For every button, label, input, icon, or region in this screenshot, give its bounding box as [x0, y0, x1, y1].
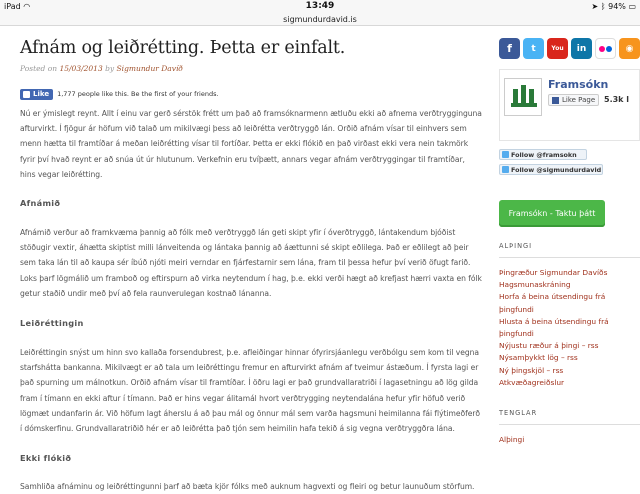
alpingi-link[interactable]: Þingræður Sigmundar Davíðs [499, 268, 608, 277]
clock: 13:49 [305, 1, 335, 11]
alpingi-link[interactable]: þingfundi [499, 304, 534, 314]
twitter-follow-framsokn[interactable]: Follow @framsokn [499, 149, 587, 160]
post-meta: Posted on 15/03/2013 by Sigmundur Davíð [20, 64, 183, 73]
rss-icon[interactable]: ◉ [619, 38, 640, 59]
paragraph-3: Leiðréttingin snýst um hinn svo kallaða forsendubrest, þ.e. afleiðingar hinnar ófyrirsjáanlegu verðbólgu sem kom til vegna starfshátta bankanna. Mikilvægt er að tala um leiðréttingu fremur en afturvirkt afnám af tveimur ástæðum. Í fyrsta lagi er það spurning um málnotkun. Orðið afnám vísar til framtíðar. Í öðru lagi er það grundvallaratriði í lagasetningu að lög gilda fram í tímann en ekki aftur í tímann. Það er hins vegar álitamál hvort verðtrygging neytendalána hefur yfir höfuð verið lögmæt undanfarin ár. Við höfum lagt áherslu á að þau mál og önnur mál sem varða hagsmuni heimilanna fái flýtimeðferð í dómskerfinu. Grundvallaratriðið hér er að leiðrétta það tjón sem heimilin hafa tekið á sig vegna verðtryggðra lána. [20, 348, 480, 434]
bluetooth-icon: ᛒ [600, 2, 606, 11]
tenglar-links [499, 434, 640, 446]
paragraph-1: Nú er ýmislegt reynt. Allt í einu var gerð sérstök frétt um það að framsóknarmenn ætluðu ekki að afnema verðtrygginguna afturvirkt. Í fjögur ár höfum við talað um mikilvægi þess að leiðrétta verðtryggð lán. Orðið afnám vísar til einhvers sem menn hætta til framtíðar á meðan leiðrétting vísar til fortíðar. Þetta er ekki flókið en það virðast ekki vera nein takmörk fyrir því hvað reynt er að snúa út úr hlutunum. Verkefnin eru tvíþætt, annars vegar afnám verðtryggingar til framtíðar, hins vegar leiðrétting. [20, 109, 482, 179]
status-right: ➤ ᛒ 94% ▭ [591, 2, 636, 11]
alpingi-widget-title: ALÞINGI [499, 242, 640, 258]
fb-page-name[interactable]: Framsókn [548, 78, 609, 91]
paragraph-4: Samhliða afnáminu og leiðréttingunni þarf að bæta kjör fólks með auknum hagvexti og fleiri og betur launuðum störfum. [20, 482, 475, 492]
alpingi-link[interactable]: Nýsamþykkt lög – rss [499, 353, 578, 363]
article [20, 38, 482, 494]
twitter-icon[interactable]: t [523, 38, 544, 59]
twitter-follow-sigmundurdavid[interactable]: Follow @sigmundurdavid [499, 164, 603, 175]
alpingi-link[interactable]: Ný þingskjöl – rss [499, 365, 564, 375]
alpingi-links [499, 267, 640, 389]
paragraph-2: Afnámið verður að framkvæma þannig að fólk með verðtryggð lán geti skipt yfir í óverðtryggð, lántakendum bjóðist stöðugir vextir, áhætta skiptist milli lánveitenda og lántaka þannig að áættunni sé skipt eðlilega. Það er eðlilegt að þeir sem taka lán til að kaupa sér íbúð njóti meiri verndar en fjárfestarnir sem lána, fram til þessa hefur því verið öfugt farið. Loks þarf lögmálið um framboð og eftirspurn að virka neytendum í hag, þ.e. ekki verði hægt að krefjast hærri vaxta en fólk getur staðið undir með því að fela raunverulegan kostnað lánanna. [20, 228, 482, 298]
sidebar [499, 38, 640, 446]
device-label: iPad ◠ [4, 2, 31, 11]
ios-status-bar [0, 0, 640, 13]
facebook-page-widget [499, 69, 640, 141]
alpingi-link[interactable]: Atkvæðagreiðslur [499, 377, 565, 387]
social-icons [499, 38, 640, 59]
tenglar-widget-title: TENGLAR [499, 409, 640, 425]
post-title[interactable]: Afnám og leiðrétting. Þetta er einfalt. [20, 38, 346, 58]
facebook-like-button[interactable]: Like [20, 89, 53, 100]
alpingi-link[interactable]: Hlusta á beina útsendingu frá [499, 316, 609, 326]
twitter-icon [502, 151, 509, 158]
facebook-like-row [20, 88, 482, 100]
linkedin-icon[interactable]: in [571, 38, 592, 59]
join-button[interactable]: Framsókn - Taktu þátt [499, 200, 605, 227]
twitter-icon [502, 166, 509, 173]
alpingi-link[interactable]: Hagsmunaskráning [499, 280, 571, 290]
alpingi-link[interactable]: Nýjustu ræður á þingi – rss [499, 341, 599, 351]
battery-icon: ▭ [628, 2, 636, 11]
facebook-icon[interactable]: f [499, 38, 520, 59]
fb-like-count: 5.3k l [604, 95, 630, 104]
facebook-like-text: 1,777 people like this. Be the first of your friends. [57, 90, 219, 98]
facebook-icon [552, 97, 559, 104]
subheading-leidrettingin: Leiðréttingin [20, 318, 84, 329]
flickr-icon[interactable] [595, 38, 616, 59]
address-bar[interactable]: sigmundurdavid.is [0, 13, 640, 26]
alpingi-link[interactable]: Horfa á beina útsendingu frá [499, 292, 606, 302]
thumbs-up-icon [23, 91, 30, 98]
wifi-icon: ◠ [23, 2, 31, 11]
fb-like-page-button[interactable]: Like Page [548, 94, 599, 106]
author-link[interactable]: Sigmundur Davíð [116, 64, 183, 73]
alpingi-link[interactable]: þingfundi [499, 329, 534, 339]
youtube-icon[interactable]: You [547, 38, 568, 59]
post-date-link[interactable]: 15/03/2013 [59, 64, 103, 73]
subheading-ekki-flokid: Ekki flókið [20, 453, 72, 464]
location-icon: ➤ [591, 2, 599, 11]
framsokn-logo[interactable] [504, 78, 542, 116]
tenglar-link[interactable]: Alþingi [499, 435, 525, 445]
subheading-afnamid: Afnámið [20, 198, 61, 209]
